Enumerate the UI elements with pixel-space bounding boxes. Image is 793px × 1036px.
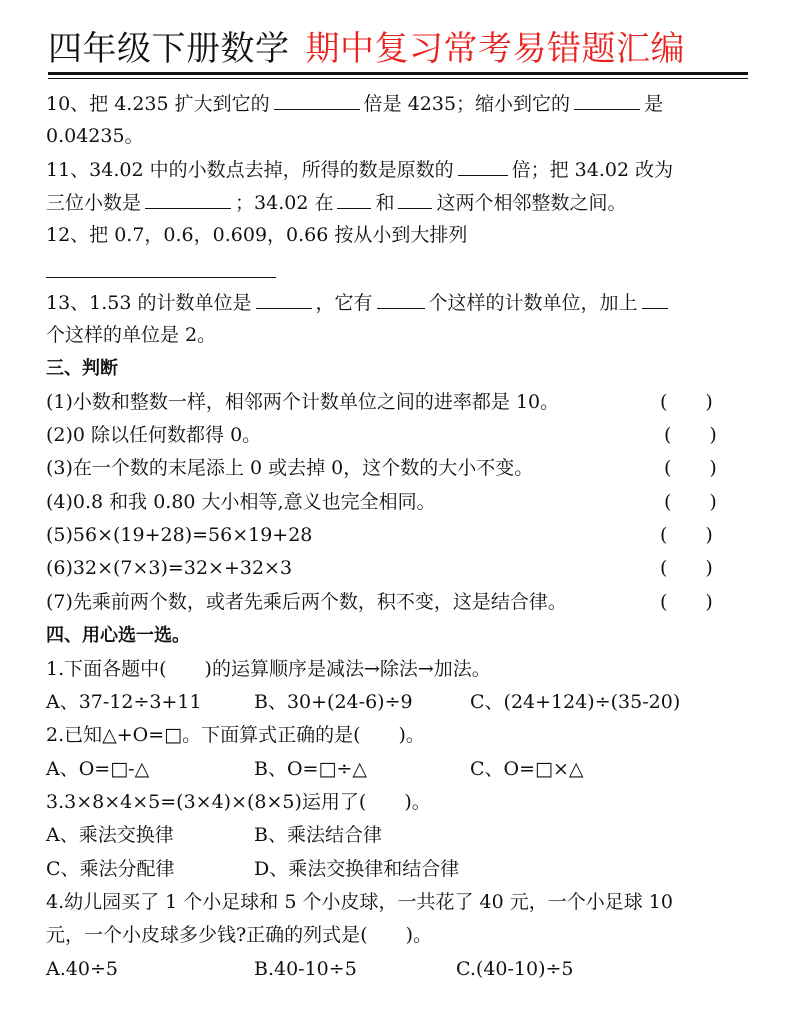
q10-text-a: 10、把 4.235 扩大到它的 <box>46 93 270 115</box>
q11-text-f: 这两个相邻整数之间。 <box>436 192 627 214</box>
judge-paren-6[interactable]: ( ) <box>660 557 713 579</box>
choice-q3-option-a[interactable]: A、乘法交换律 <box>46 824 174 846</box>
choice-q1-option-a[interactable]: A、37-12÷3+11 <box>46 691 202 713</box>
question-13-line-1 <box>46 290 672 315</box>
title-grade: 四年级下册数学 <box>48 29 290 69</box>
q12-answer-blank[interactable] <box>46 277 276 278</box>
judge-paren-1[interactable]: ( ) <box>660 391 713 413</box>
worksheet-title <box>48 26 748 70</box>
section-3-heading: 三、判断 <box>46 358 118 379</box>
judge-item-1: (1)小数和整数一样，相邻两个计数单位之间的进率都是 10。 <box>46 391 560 413</box>
judge-paren-7[interactable]: ( ) <box>660 591 713 613</box>
q11-blank-3[interactable] <box>337 190 371 209</box>
question-11-line-2 <box>46 190 626 215</box>
question-12: 12、把 0.7，0.6，0.609，0.66 按从小到大排列 <box>46 224 468 246</box>
question-13-line-2: 个这样的单位是 2。 <box>46 324 217 346</box>
judge-item-5: (5)56×(19+28)=56×19+28 <box>46 524 313 546</box>
question-10-line-2: 0.04235。 <box>46 125 144 147</box>
choice-q3-option-b[interactable]: B、乘法结合律 <box>254 824 382 846</box>
q11-blank-1[interactable] <box>458 157 508 176</box>
choice-q3-option-d[interactable]: D、乘法交换律和结合律 <box>254 858 460 880</box>
choice-q4-stem-line-2: 元，一个小皮球多少钱?正确的列式是( )。 <box>46 924 433 946</box>
q13-blank-1[interactable] <box>256 290 312 309</box>
q10-blank-1[interactable] <box>274 91 360 110</box>
judge-paren-3[interactable]: ( ) <box>664 457 717 479</box>
choice-q3-options-row-2 <box>46 857 460 881</box>
q13-text-c: 个这样的计数单位，加上 <box>428 292 638 314</box>
judge-item-3: (3)在一个数的末尾添上 0 或去掉 0，这个数的大小不变。 <box>46 457 534 479</box>
choice-q4-option-a[interactable]: A.40÷5 <box>46 958 118 980</box>
choice-q2-option-b[interactable]: B、O=□÷△ <box>254 758 367 780</box>
q10-blank-2[interactable] <box>574 91 640 110</box>
q10-text-b: 倍是 4235；缩小到它的 <box>363 93 571 115</box>
choice-q1-options <box>46 690 681 714</box>
q13-text-a: 13、1.53 的计数单位是 <box>46 292 252 314</box>
choice-q2-options <box>46 757 584 781</box>
q11-blank-2[interactable] <box>145 190 231 209</box>
judge-item-2: (2)0 除以任何数都得 0。 <box>46 424 262 446</box>
q11-text-b: 倍；把 34.02 改为 <box>511 159 674 181</box>
choice-q2-option-c[interactable]: C、O=□×△ <box>470 758 584 780</box>
choice-q4-options <box>46 957 574 981</box>
q13-blank-3[interactable] <box>642 290 668 309</box>
judge-paren-2[interactable]: ( ) <box>664 424 717 446</box>
q11-text-a: 11、34.02 中的小数点去掉，所得的数是原数的 <box>46 159 454 181</box>
choice-q1-stem: 1.下面各题中( )的运算顺序是减法→除法→加法。 <box>46 658 491 680</box>
choice-q1-option-b[interactable]: B、30+(24-6)÷9 <box>254 691 413 713</box>
question-10-line-1 <box>46 91 663 116</box>
judge-paren-4[interactable]: ( ) <box>664 491 717 513</box>
judge-item-4: (4)0.8 和我 0.80 大小相等,意义也完全相同。 <box>46 491 436 513</box>
question-11-line-1 <box>46 157 673 182</box>
q11-blank-4[interactable] <box>398 190 432 209</box>
judge-paren-5[interactable]: ( ) <box>660 524 713 546</box>
q13-blank-2[interactable] <box>377 290 425 309</box>
choice-q2-stem: 2.已知△+O=□。下面算式正确的是( )。 <box>46 724 425 746</box>
q11-text-d: ；34.02 在 <box>235 192 334 214</box>
choice-q2-option-a[interactable]: A、O=□-△ <box>46 758 150 780</box>
choice-q1-option-c[interactable]: C、(24+124)÷(35-20) <box>470 691 681 713</box>
title-rule-thick <box>48 72 748 75</box>
choice-q3-option-c[interactable]: C、乘法分配律 <box>46 858 175 880</box>
judge-item-7: (7)先乘前两个数，或者先乘后两个数，积不变，这是结合律。 <box>46 591 567 613</box>
choice-q3-stem: 3.3×8×4×5=(3×4)×(8×5)运用了( )。 <box>46 791 431 813</box>
q13-text-b: ，它有 <box>315 292 373 314</box>
choice-q4-option-c[interactable]: C.(40-10)÷5 <box>456 958 574 980</box>
title-rule-thin <box>48 78 748 79</box>
choice-q4-option-b[interactable]: B.40-10÷5 <box>254 958 357 980</box>
judge-item-6: (6)32×(7×3)=32×+32×3 <box>46 557 293 579</box>
q11-text-c: 三位小数是 <box>46 192 142 214</box>
section-4-heading: 四、用心选一选。 <box>46 625 190 646</box>
title-topic: 期中复习常考易错题汇编 <box>305 29 685 69</box>
q11-text-e: 和 <box>375 192 395 214</box>
choice-q4-stem-line-1: 4.幼儿园买了 1 个小足球和 5 个小皮球，一共花了 40 元，一个小足球 10 <box>46 891 673 913</box>
choice-q3-options-row-1 <box>46 823 382 847</box>
q10-text-c: 是 <box>644 93 664 115</box>
